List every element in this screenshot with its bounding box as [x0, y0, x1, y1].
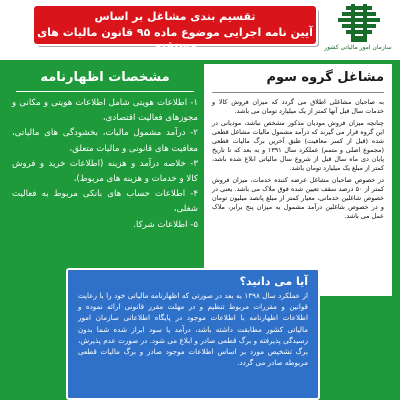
right-paragraph: در خصوص صاحبان مشاغل عرضه کننده خدمات، میزان فروش کمتر از ۵۰ درصد سقف تعیین شده فوق ملاک می باشد. یعنی در خصوص شاغلین خدماتی، معیار کمتر از مبلغ پانصد میلیون تومان و در خصوص شاغلین درآمد مشمول به میزان پنج برابر، ملاک عمل می باشد. — [212, 176, 385, 220]
divider — [212, 92, 384, 93]
left-item: ۱- اطلاعات هویتی شامل اطلاعات هویتی و مکانی و مجوزهای فعالیت اقتصادی، — [12, 98, 198, 124]
did-you-know-box — [66, 268, 320, 400]
title-line-2: آیین نامه اجرایی موضوع ماده ۹۵ قانون مالیات های مستقیم — [37, 26, 313, 52]
did-you-know-text: از عملکرد سال ۱۳۹۸ به بعد در صورتی که اظهارنامه مالیاتی خود را با رعایت قوانین و مقررات مربوط تنظیم و در مهلت مقرر قانونی ارائه نموده و اطلاعات اظهارنامه با اطلاعات موجود در پایگاه اطلاعاتی سازمان امور مالیاتی کشور مطابقت داشته باشد، درآمد یا سود ابراز شده شما بدون رسیدگی پذیرفته و برگ قطعی صادر و ابلاغ می شود. در صورت عدم پذیرش، برگ تشخیص مورد بر اساس اطلاعات موجود صادر و برگ مالیات قطعی مربوطه صادر می گردد. — [78, 291, 308, 368]
left-item: ۳- خلاصه درآمد و هزینه (اطلاعات خرید و فروش کالا و خدمات و هزینه های مربوط)، — [12, 158, 198, 185]
right-card — [204, 64, 392, 296]
left-heading: مشخصات اظهارنامه — [16, 65, 194, 92]
header — [0, 0, 400, 60]
did-you-know-title: آیا می دانید؟ — [239, 275, 308, 288]
corner-decoration — [330, 300, 390, 396]
left-item: ۴- اطلاعات حساب های بانکی مربوط به فعالیت شغلی، — [12, 189, 198, 215]
right-paragraph: چنانچه میزان فروش مودیان مذکور مشخص نباشد، مودیانی در این گروه قرار می گیرند که درآمد مشمول مالیات مشاغل قطعی شده (قبل از کسر معافیت) طبق آخرین برگ مالیات قطعی (مجموع اصلی و متمم) عملکرد سال ۱۳۹۱ و به بعد که تا تاریخ پایان دی ماه سال قبل از شروع سال مالیاتی ابلاغ شده باشد، کمتر از مبلغ یک میلیارد تومان باشد. — [212, 119, 384, 172]
left-item: ۵- اطلاعات شرکا. — [133, 219, 198, 230]
right-heading: مشاغل گروه سوم — [266, 70, 384, 85]
title-box — [34, 6, 316, 52]
right-text — [212, 98, 384, 224]
left-list — [12, 96, 198, 266]
title-line-1: تقسیم بندی مشاغل بر اساس — [94, 10, 256, 23]
left-item: ۲- درآمد مشمول مالیات، بخشودگی های مالیاتی، معافیت های قانونی و مالیات متعلق، — [12, 128, 198, 154]
logo-caption: سازمان امور مالیاتی کشور — [324, 44, 392, 51]
right-paragraph: به صاحبان مشاغلی اطلاق می گردد که میزان فروش کالا و خدمات سال قبل آنها کمتر از یک میلیارد تومان می باشد. — [212, 98, 384, 115]
